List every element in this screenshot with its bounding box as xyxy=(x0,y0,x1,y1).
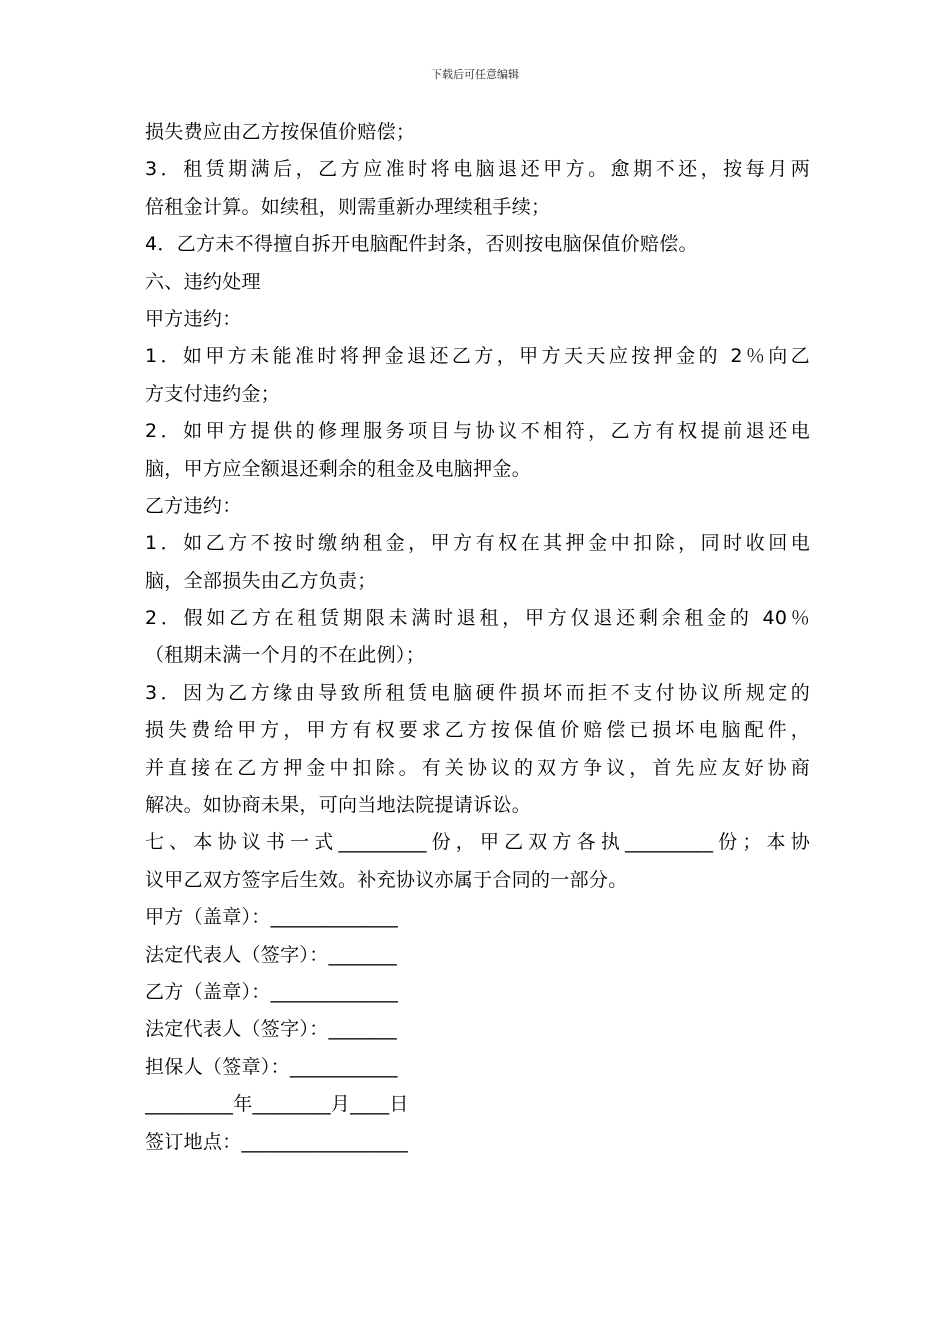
document-line: 签订地点：_________________ xyxy=(145,1130,409,1153)
document-line: 六、违约处理 xyxy=(145,270,261,293)
document-line: _________年________月____日 xyxy=(145,1093,409,1116)
document-line: 损失费给甲方，甲方有权要求乙方按保值价赔偿已损坏电脑配件， xyxy=(145,719,810,742)
document-line: 法定代表人（签字）：_______ xyxy=(145,943,398,966)
document-line: 乙方违约： xyxy=(145,494,242,517)
document-line: 甲方（盖章）：_____________ xyxy=(145,906,399,929)
document-line: （租期未满一个月的不在此例）； xyxy=(145,644,426,667)
document-line: 1．如甲方未能准时将押金退还乙方，甲方天天应按押金的 2％向乙 xyxy=(145,345,810,368)
document-line: 脑，全部损失由乙方负责； xyxy=(145,569,377,592)
document-line: 甲方违约： xyxy=(145,307,242,330)
document-line: 脑，甲方应全额退还剩余的租金及电脑押金。 xyxy=(145,457,532,480)
document-line: 2．如甲方提供的修理服务项目与协议不相符，乙方有权提前退还电 xyxy=(145,420,810,443)
document-line: 倍租金计算。如续租，则需重新办理续租手续； xyxy=(145,195,551,218)
document-line: 并直接在乙方押金中扣除。有关协议的双方争议，首先应友好协商 xyxy=(145,756,810,779)
document-line: 4．乙方未不得擅自拆开电脑配件封条，否则按电脑保值价赔偿。 xyxy=(145,233,698,256)
document-line: 损失费应由乙方按保值价赔偿； xyxy=(145,121,416,143)
document-line: 七、本协议书一式_________份，甲乙双方各执_________份；本协 xyxy=(145,831,810,854)
page-header: 下载后可任意编辑 xyxy=(431,68,519,81)
document-line: 方支付违约金； xyxy=(145,382,281,405)
document-line: 担保人（签章）：___________ xyxy=(145,1055,398,1078)
document-line: 解决。如协商未果，可向当地法院提请诉讼。 xyxy=(145,794,532,817)
document-line: 议甲乙双方签字后生效。补充协议亦属于合同的一部分。 xyxy=(145,868,628,891)
document-line: 3．租赁期满后，乙方应准时将电脑退还甲方。愈期不还，按每月两 xyxy=(145,158,810,181)
document-line: 乙方（盖章）：_____________ xyxy=(145,980,399,1003)
document-line: 1．如乙方不按时缴纳租金，甲方有权在其押金中扣除，同时收回电 xyxy=(145,532,810,555)
document-line: 法定代表人（签字）：_______ xyxy=(145,1018,398,1041)
document-line: 3．因为乙方缘由导致所租赁电脑硬件损坏而拒不支付协议所规定的 xyxy=(145,681,810,704)
document-body xyxy=(145,114,810,1161)
document-line: 2．假如乙方在租赁期限未满时退租，甲方仅退还剩余租金的 40％ xyxy=(145,607,810,630)
